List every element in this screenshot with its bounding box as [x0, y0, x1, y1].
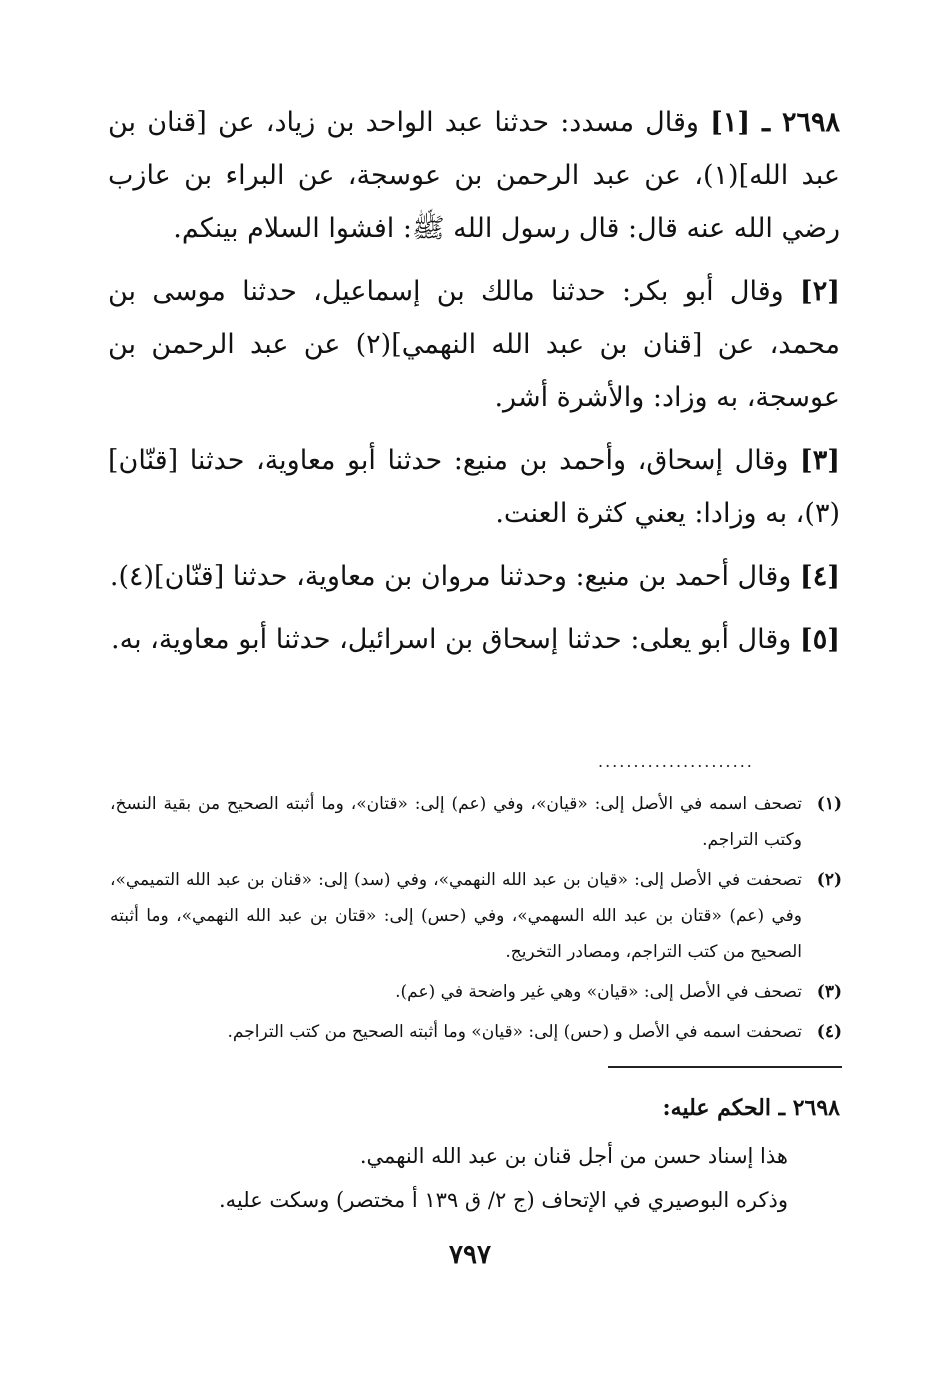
paragraph-text: وقال أبو بكر: حدثنا مالك بن إسماعيل، حدثنا موسى بن محمد، عن [قنان بن عبد الله النهمي](٢) عن عبد الرحمن بن عوسجة، به وزاد: والأشرة أشر.: [108, 276, 840, 413]
paragraph-text: وقال إسحاق، وأحمد بن منيع: حدثنا أبو معاوية، حدثنا [قنّان](٣)، به وزادا: يعني كثرة العنت.: [108, 445, 840, 529]
hadith-text-block: [108, 96, 840, 676]
footnote-separator-dots: ......................: [598, 752, 754, 771]
paragraph-text: وقال أبو يعلى: حدثنا إسحاق بن اسرائيل، حدثنا أبو معاوية، به.: [111, 624, 792, 655]
paragraph-number: ٢٦٩٨ ـ [١]: [710, 107, 840, 138]
footnotes-block: [110, 786, 842, 1054]
footnote-text: تصحف في الأصل إلى: «قيان» وهي غير واضحة في (عم).: [395, 982, 802, 1002]
hadith-paragraph-2: [108, 265, 840, 424]
footnote-number: (٣): [816, 982, 842, 1002]
footnote-number: (٤): [816, 1022, 842, 1042]
footnote-2: [110, 862, 842, 970]
hadith-paragraph-1: [108, 96, 840, 255]
footnote-text: تصحفت في الأصل إلى: «قيان بن عبد الله النهمي»، وفي (سد) إلى: «قنان بن عبد الله التميمي»، وفي (عم) «قتان بن عبد الله السهمي»، وفي (حس) إلى: «قتان بن عبد الله النهمي»، وما أثبته الصحيح من كتب التراجم، ومصادر التخريج.: [110, 870, 802, 962]
ruling-line-1: هذا إسناد حسن من أجل قنان بن عبد الله النهمي.: [359, 1144, 788, 1168]
hadith-paragraph-4: [108, 550, 840, 603]
hadith-paragraph-3: [108, 434, 840, 540]
paragraph-number: [٤]: [799, 561, 840, 592]
footnote-4: [110, 1014, 842, 1050]
footnote-number: (١): [816, 794, 842, 814]
paragraph-text: وقال أحمد بن منيع: وحدثنا مروان بن معاوية، حدثنا [قنّان](٤).: [109, 561, 792, 592]
footnote-3: [110, 974, 842, 1010]
page-number: ٧٩٧: [449, 1240, 491, 1270]
paragraph-text: وقال مسدد: حدثنا عبد الواحد بن زياد، عن [قنان بن عبد الله](١)، عن عبد الرحمن بن عوسجة، عن البراء بن عازب رضي الله عنه قال: قال رسول الله ﷺ: افشوا السلام بينكم.: [108, 107, 840, 244]
footnote-text: تصحف اسمه في الأصل إلى: «قيان»، وفي (عم) إلى: «قتان»، وما أثبته الصحيح من بقية النسخ، وكتب التراجم.: [110, 794, 802, 850]
paragraph-number: [٥]: [799, 624, 840, 655]
footnote-text: تصحفت اسمه في الأصل و (حس) إلى: «قيان» وما أثبته الصحيح من كتب التراجم.: [227, 1022, 802, 1042]
footnote-1: [110, 786, 842, 858]
footnote-number: (٢): [816, 870, 842, 890]
paragraph-number: [٢]: [799, 276, 840, 307]
ruling-heading: ٢٦٩٨ ـ الحكم عليه:: [662, 1095, 840, 1121]
section-divider-line: [608, 1066, 842, 1068]
paragraph-number: [٣]: [799, 445, 840, 476]
ruling-line-2: وذكره البوصيري في الإتحاف (ج ٢/ ق ١٣٩ أ مختصر) وسكت عليه.: [219, 1188, 788, 1212]
ruling-section: [190, 1088, 840, 1222]
hadith-paragraph-5: [108, 613, 840, 666]
